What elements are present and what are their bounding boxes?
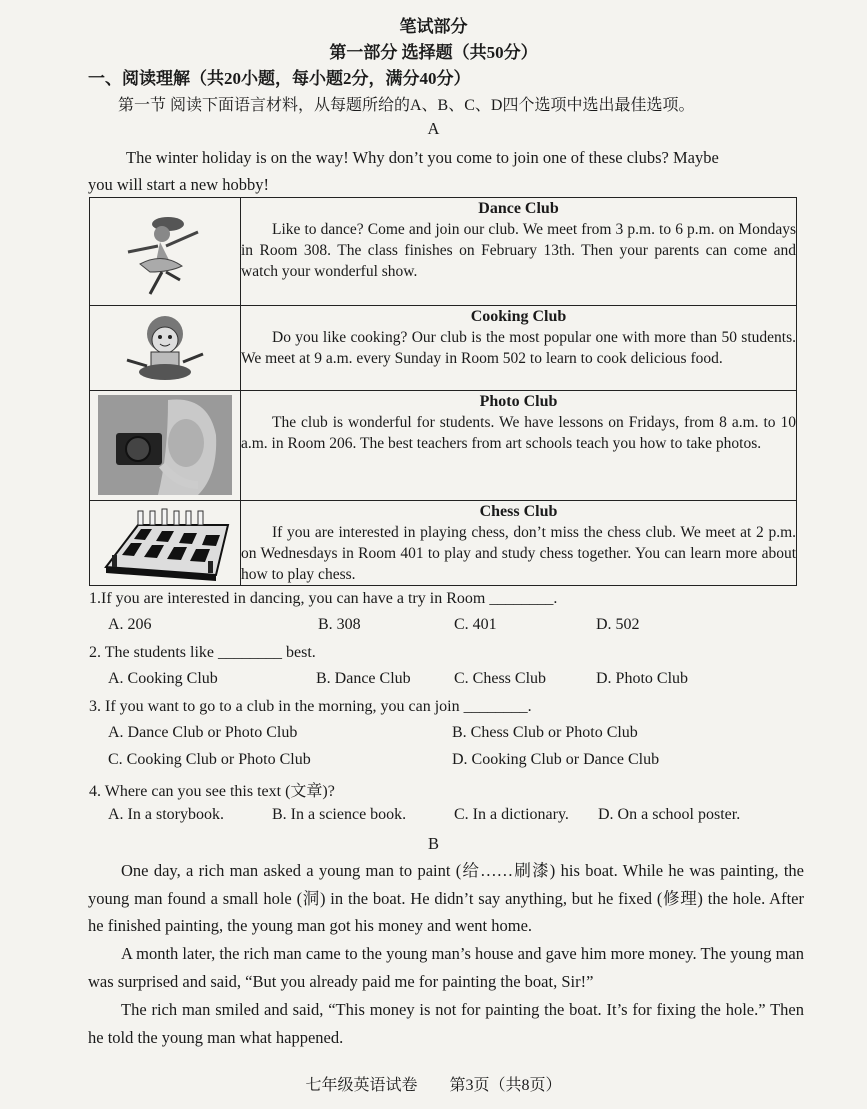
question-4-stem: 4. Where can you see this text (文章)? [89,783,335,800]
page-footer: 七年级英语试卷 第3页（共8页） [305,1077,562,1094]
club-text-cell [241,306,797,391]
question-3-option-a: A. Dance Club or Photo Club [108,724,298,741]
passage-b-paragraph-3: The rich man smiled and said, “This money is not for painting the boat. It’s for fixing the hole.” Then he told the young man what happened. [88,1000,804,1047]
question-2-option-a: A. Cooking Club [108,670,218,687]
club-description: Do you like cooking? Our club is the most popular one with more than 50 students. We meet at 9 a.m. every Sunday in Room 502 to learn to cook delicious food. [241,329,796,367]
club-title: Photo Club [479,393,558,410]
passage-a-label: A [427,119,440,138]
dancer-icon [110,202,220,297]
passage-b-paragraph-1: One day, a rich man asked a young man to paint (给……刷漆) his boat. While he was painting, the young man found a small hole (洞) in the boat. He didn’t say anything, but he fixed (修理) the hole. After he finished painting, the young man got his money and went home. [88,861,804,935]
club-row-photo [90,391,797,501]
question-2-stem: 2. The students like ________ best. [89,644,316,661]
reading-section-title: 一、阅读理解（共20小题，每小题2分，满分40分） [88,69,471,88]
club-row-cooking [90,306,797,391]
club-image-cell [90,391,241,501]
club-title: Cooking Club [470,308,567,325]
club-description: Like to dance? Come and join our club. We meet from 3 p.m. to 6 p.m. on Mondays in Room 308. The class finishes on February 13th. Then your parents can come and watch your wonderful show. [241,221,796,280]
question-3-stem: 3. If you want to go to a club in the morning, you can join ________. [89,698,532,715]
question-3-option-b: B. Chess Club or Photo Club [452,724,638,741]
clubs-table [89,197,797,586]
question-4-option-b: B. In a science book. [272,806,407,823]
club-text-cell [241,391,797,501]
question-4-option-d: D. On a school poster. [598,806,741,823]
club-image-cell [90,306,241,391]
club-image-cell [90,501,241,586]
question-1-option-b: B. 308 [318,616,361,633]
question-2-option-c: C. Chess Club [454,670,547,687]
question-1-stem: 1.If you are interested in dancing, you can have a try in Room ________. [89,590,558,607]
question-4-option-a: A. In a storybook. [108,806,224,823]
question-3-option-d: D. Cooking Club or Dance Club [452,751,660,768]
question-1-option-c: C. 401 [454,616,497,633]
passage-b-paragraph-2: A month later, the rich man came to the young man’s house and gave him more money. The young man was surprised and said, “But you already paid me for painting the boat, Sir!” [88,944,805,991]
club-description: If you are interested in playing chess, don’t miss the chess club. We meet at 2 p.m. on Wednesdays in Room 401 to play and study chess together. You can learn more about how to play chess. [241,524,796,583]
cook-icon [117,310,213,386]
passage-b-label: B [427,834,439,853]
club-image-cell [90,198,241,306]
club-title: Dance Club [478,200,559,217]
question-2-option-b: B. Dance Club [316,670,411,687]
instruction-text: 第一节 阅读下面语言材料，从每题所给的A、B、C、D四个选项中选出最佳选项。 [118,97,695,114]
question-4-option-c: C. In a dictionary. [454,806,569,823]
question-3-option-c: C. Cooking Club or Photo Club [108,751,311,768]
club-text-cell [241,198,797,306]
club-row-chess [90,501,797,586]
question-2-option-d: D. Photo Club [596,670,689,687]
club-title: Chess Club [479,503,558,520]
question-1-option-d: D. 502 [596,616,640,633]
camera-photo-icon [98,395,232,495]
question-1-option-a: A. 206 [108,616,152,633]
club-text-cell [241,501,797,586]
section-title: 笔试部分 [399,17,468,36]
club-row-dance [90,198,797,306]
passage-a-intro-line1: The winter holiday is on the way! Why don’t you come to join one of these clubs? Maybe [126,148,719,167]
part-title: 第一部分 选择题（共50分） [329,43,538,62]
chessboard-icon [98,505,232,581]
passage-a-intro-line2: you will start a new hobby! [88,175,270,194]
club-description: The club is wonderful for students. We have lessons on Fridays, from 8 a.m. to 10 a.m. in Room 206. The best teachers from art schools teach you how to take photos. [241,414,796,452]
